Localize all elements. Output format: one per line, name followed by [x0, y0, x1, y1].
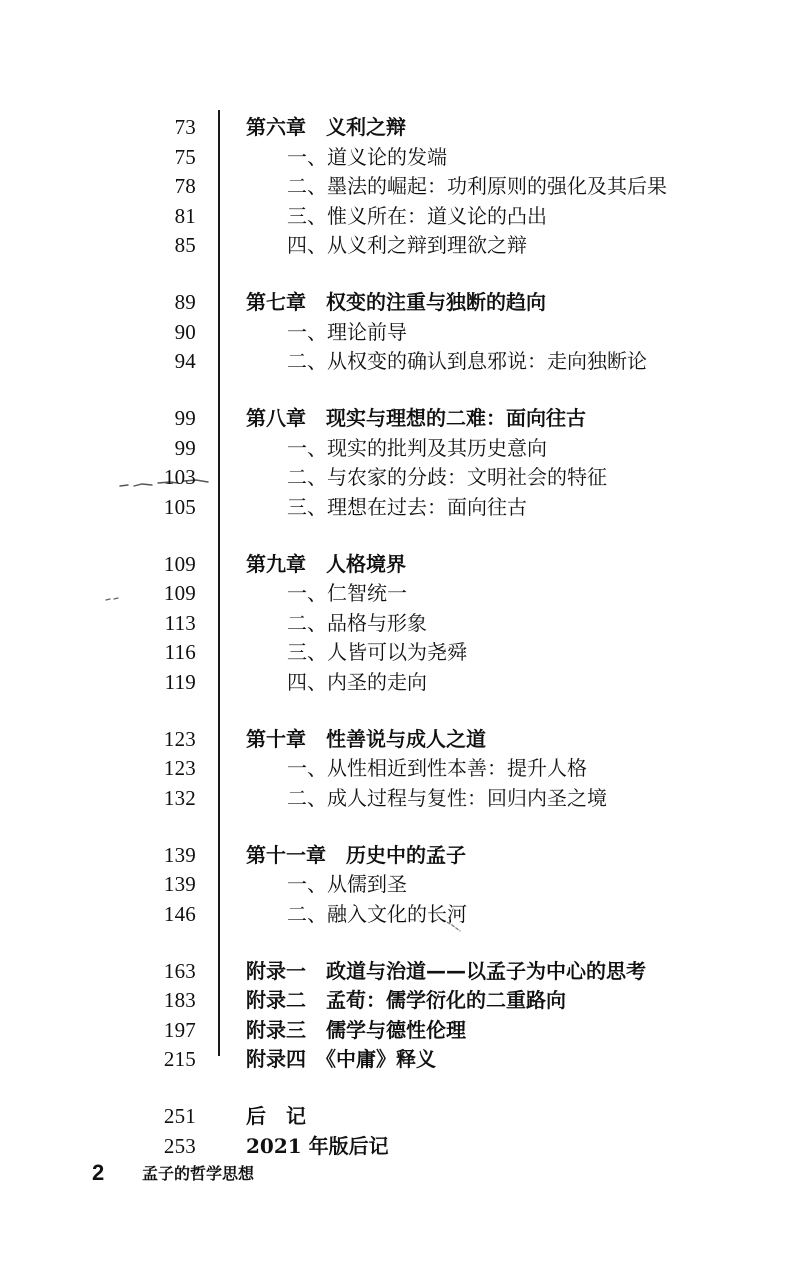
toc-group-spacer [0, 929, 790, 957]
toc-page-number: 81 [174, 203, 196, 228]
toc-section-row[interactable] [0, 347, 790, 377]
toc-section-title: 二、与农家的分歧：文明社会的特征 [287, 465, 607, 489]
toc-section-title: 一、道义论的发端 [287, 144, 447, 169]
toc-afterword-row[interactable] [0, 1102, 790, 1132]
toc-chapter-row[interactable] [0, 841, 790, 871]
footer-page-number: 2 [92, 1160, 105, 1185]
toc-section-title: 一、仁智统一 [287, 581, 407, 605]
toc-section-title: 一、现实的批判及其历史意向 [287, 435, 547, 460]
toc-page-number: 116 [164, 640, 196, 664]
page-footer [92, 1158, 254, 1188]
toc-group-chapter-8 [0, 404, 790, 522]
footer-book-title: 孟子的哲学思想 [142, 1164, 255, 1183]
toc-section-row[interactable] [0, 434, 790, 464]
toc-page-number: 251 [163, 1104, 196, 1128]
toc-section-title: 一、理论前导 [287, 319, 407, 344]
toc-page-number: 103 [163, 465, 196, 489]
toc-appendix-title: 附录一 政道与治道——以孟子为中心的思考 [246, 958, 646, 983]
toc-group-chapter-7 [0, 288, 790, 377]
toc-group-chapter-9 [0, 550, 790, 698]
toc-page-number: 139 [163, 872, 196, 896]
toc-page-number: 109 [163, 551, 196, 576]
toc-page-number: 215 [163, 1047, 196, 1071]
toc-appendix-title: 附录三 儒学与德性伦理 [246, 1017, 466, 1042]
toc-appendix-row[interactable] [0, 1045, 790, 1075]
toc-section-title: 二、成人过程与复性：回归内圣之境 [287, 785, 607, 810]
toc-group-spacer [0, 697, 790, 725]
toc-appendix-title: 附录二 孟荀：儒学衍化的二重路向 [246, 988, 566, 1012]
toc-chapter-row[interactable] [0, 404, 790, 434]
toc-page-number: 253 [163, 1133, 196, 1158]
toc-page-number: 183 [163, 988, 196, 1012]
toc-chapter-row[interactable] [0, 288, 790, 318]
toc-chapter-title: 第六章 义利之辩 [246, 115, 406, 139]
toc-page-number: 132 [163, 785, 196, 810]
toc-page-number: 123 [163, 756, 196, 780]
toc-section-row[interactable] [0, 638, 790, 668]
toc-section-row[interactable] [0, 318, 790, 348]
toc-page-number: 89 [174, 290, 196, 314]
toc-group-spacer [0, 813, 790, 841]
toc-page-number: 113 [164, 610, 196, 635]
toc-section-row[interactable] [0, 609, 790, 639]
toc-chapter-row[interactable] [0, 113, 790, 143]
toc-group-spacer [0, 1075, 790, 1103]
toc-section-title: 三、人皆可以为尧舜 [287, 640, 467, 664]
toc-section-row[interactable] [0, 231, 790, 261]
toc-page-number: 146 [163, 901, 196, 926]
toc-section-row[interactable] [0, 870, 790, 900]
toc-section-title: 一、从儒到圣 [287, 872, 407, 896]
toc-section-row[interactable] [0, 668, 790, 698]
toc-chapter-row[interactable] [0, 550, 790, 580]
toc-group-appendices [0, 957, 790, 1075]
toc-page-number: 78 [174, 174, 196, 198]
toc-section-row[interactable] [0, 143, 790, 173]
toc-page-number: 139 [163, 842, 196, 867]
toc-afterword-row[interactable] [0, 1132, 790, 1162]
toc-appendix-row[interactable] [0, 957, 790, 987]
toc-group-chapter-6 [0, 113, 790, 261]
toc-section-row[interactable] [0, 172, 790, 202]
toc-section-title: 二、融入文化的长河 [287, 901, 467, 926]
table-of-contents [0, 113, 790, 1161]
toc-chapter-row[interactable] [0, 725, 790, 755]
toc-appendix-row[interactable] [0, 1016, 790, 1046]
toc-chapter-title: 第十一章 历史中的孟子 [246, 842, 466, 867]
toc-section-title: 一、从性相近到性本善：提升人格 [287, 756, 587, 780]
toc-afterword-title: 后 记 [246, 1104, 306, 1128]
toc-group-chapter-11 [0, 841, 790, 930]
toc-section-title: 三、惟义所在：道义论的凸出 [287, 203, 547, 228]
toc-section-row[interactable] [0, 754, 790, 784]
toc-page-number: 99 [174, 406, 196, 430]
toc-page-number: 99 [174, 435, 196, 460]
toc-chapter-title: 第十章 性善说与成人之道 [246, 726, 486, 751]
toc-group-spacer [0, 522, 790, 550]
toc-section-title: 二、墨法的崛起：功利原则的强化及其后果 [287, 174, 667, 198]
toc-page-number: 163 [163, 958, 196, 983]
toc-section-row[interactable] [0, 493, 790, 523]
toc-page-number: 94 [174, 349, 196, 373]
toc-appendix-row[interactable] [0, 986, 790, 1016]
toc-page-number: 119 [164, 669, 196, 694]
toc-group-afterwords [0, 1102, 790, 1161]
toc-chapter-title: 第七章 权变的注重与独断的趋向 [246, 290, 546, 314]
toc-chapter-title: 第九章 人格境界 [246, 551, 406, 576]
toc-section-title: 二、从权变的确认到息邪说：走向独断论 [287, 349, 647, 373]
toc-page-number: 90 [174, 319, 196, 344]
toc-group-chapter-10 [0, 725, 790, 814]
toc-page-number: 85 [174, 233, 196, 257]
toc-section-row[interactable] [0, 463, 790, 493]
toc-page-number: 105 [163, 494, 196, 519]
toc-chapter-title: 第八章 现实与理想的二难：面向往古 [246, 406, 586, 430]
toc-section-title: 四、从义利之辩到理欲之辩 [287, 233, 527, 257]
toc-section-row[interactable] [0, 784, 790, 814]
toc-afterword-title: 2021 年版后记 [246, 1133, 389, 1158]
toc-page-number: 109 [163, 581, 196, 605]
toc-page-number: 197 [163, 1017, 196, 1042]
toc-section-row[interactable] [0, 202, 790, 232]
toc-page-number: 73 [174, 115, 196, 139]
toc-page-number: 123 [163, 726, 196, 751]
toc-group-spacer [0, 261, 790, 289]
toc-page-number: 75 [174, 144, 196, 169]
toc-section-title: 二、品格与形象 [287, 610, 427, 635]
toc-section-title: 四、内圣的走向 [287, 669, 427, 694]
toc-section-row[interactable] [0, 579, 790, 609]
toc-section-row[interactable] [0, 900, 790, 930]
toc-group-spacer [0, 377, 790, 405]
toc-section-title: 三、理想在过去：面向往古 [287, 494, 527, 519]
toc-appendix-title: 附录四 《中庸》释义 [246, 1047, 436, 1071]
